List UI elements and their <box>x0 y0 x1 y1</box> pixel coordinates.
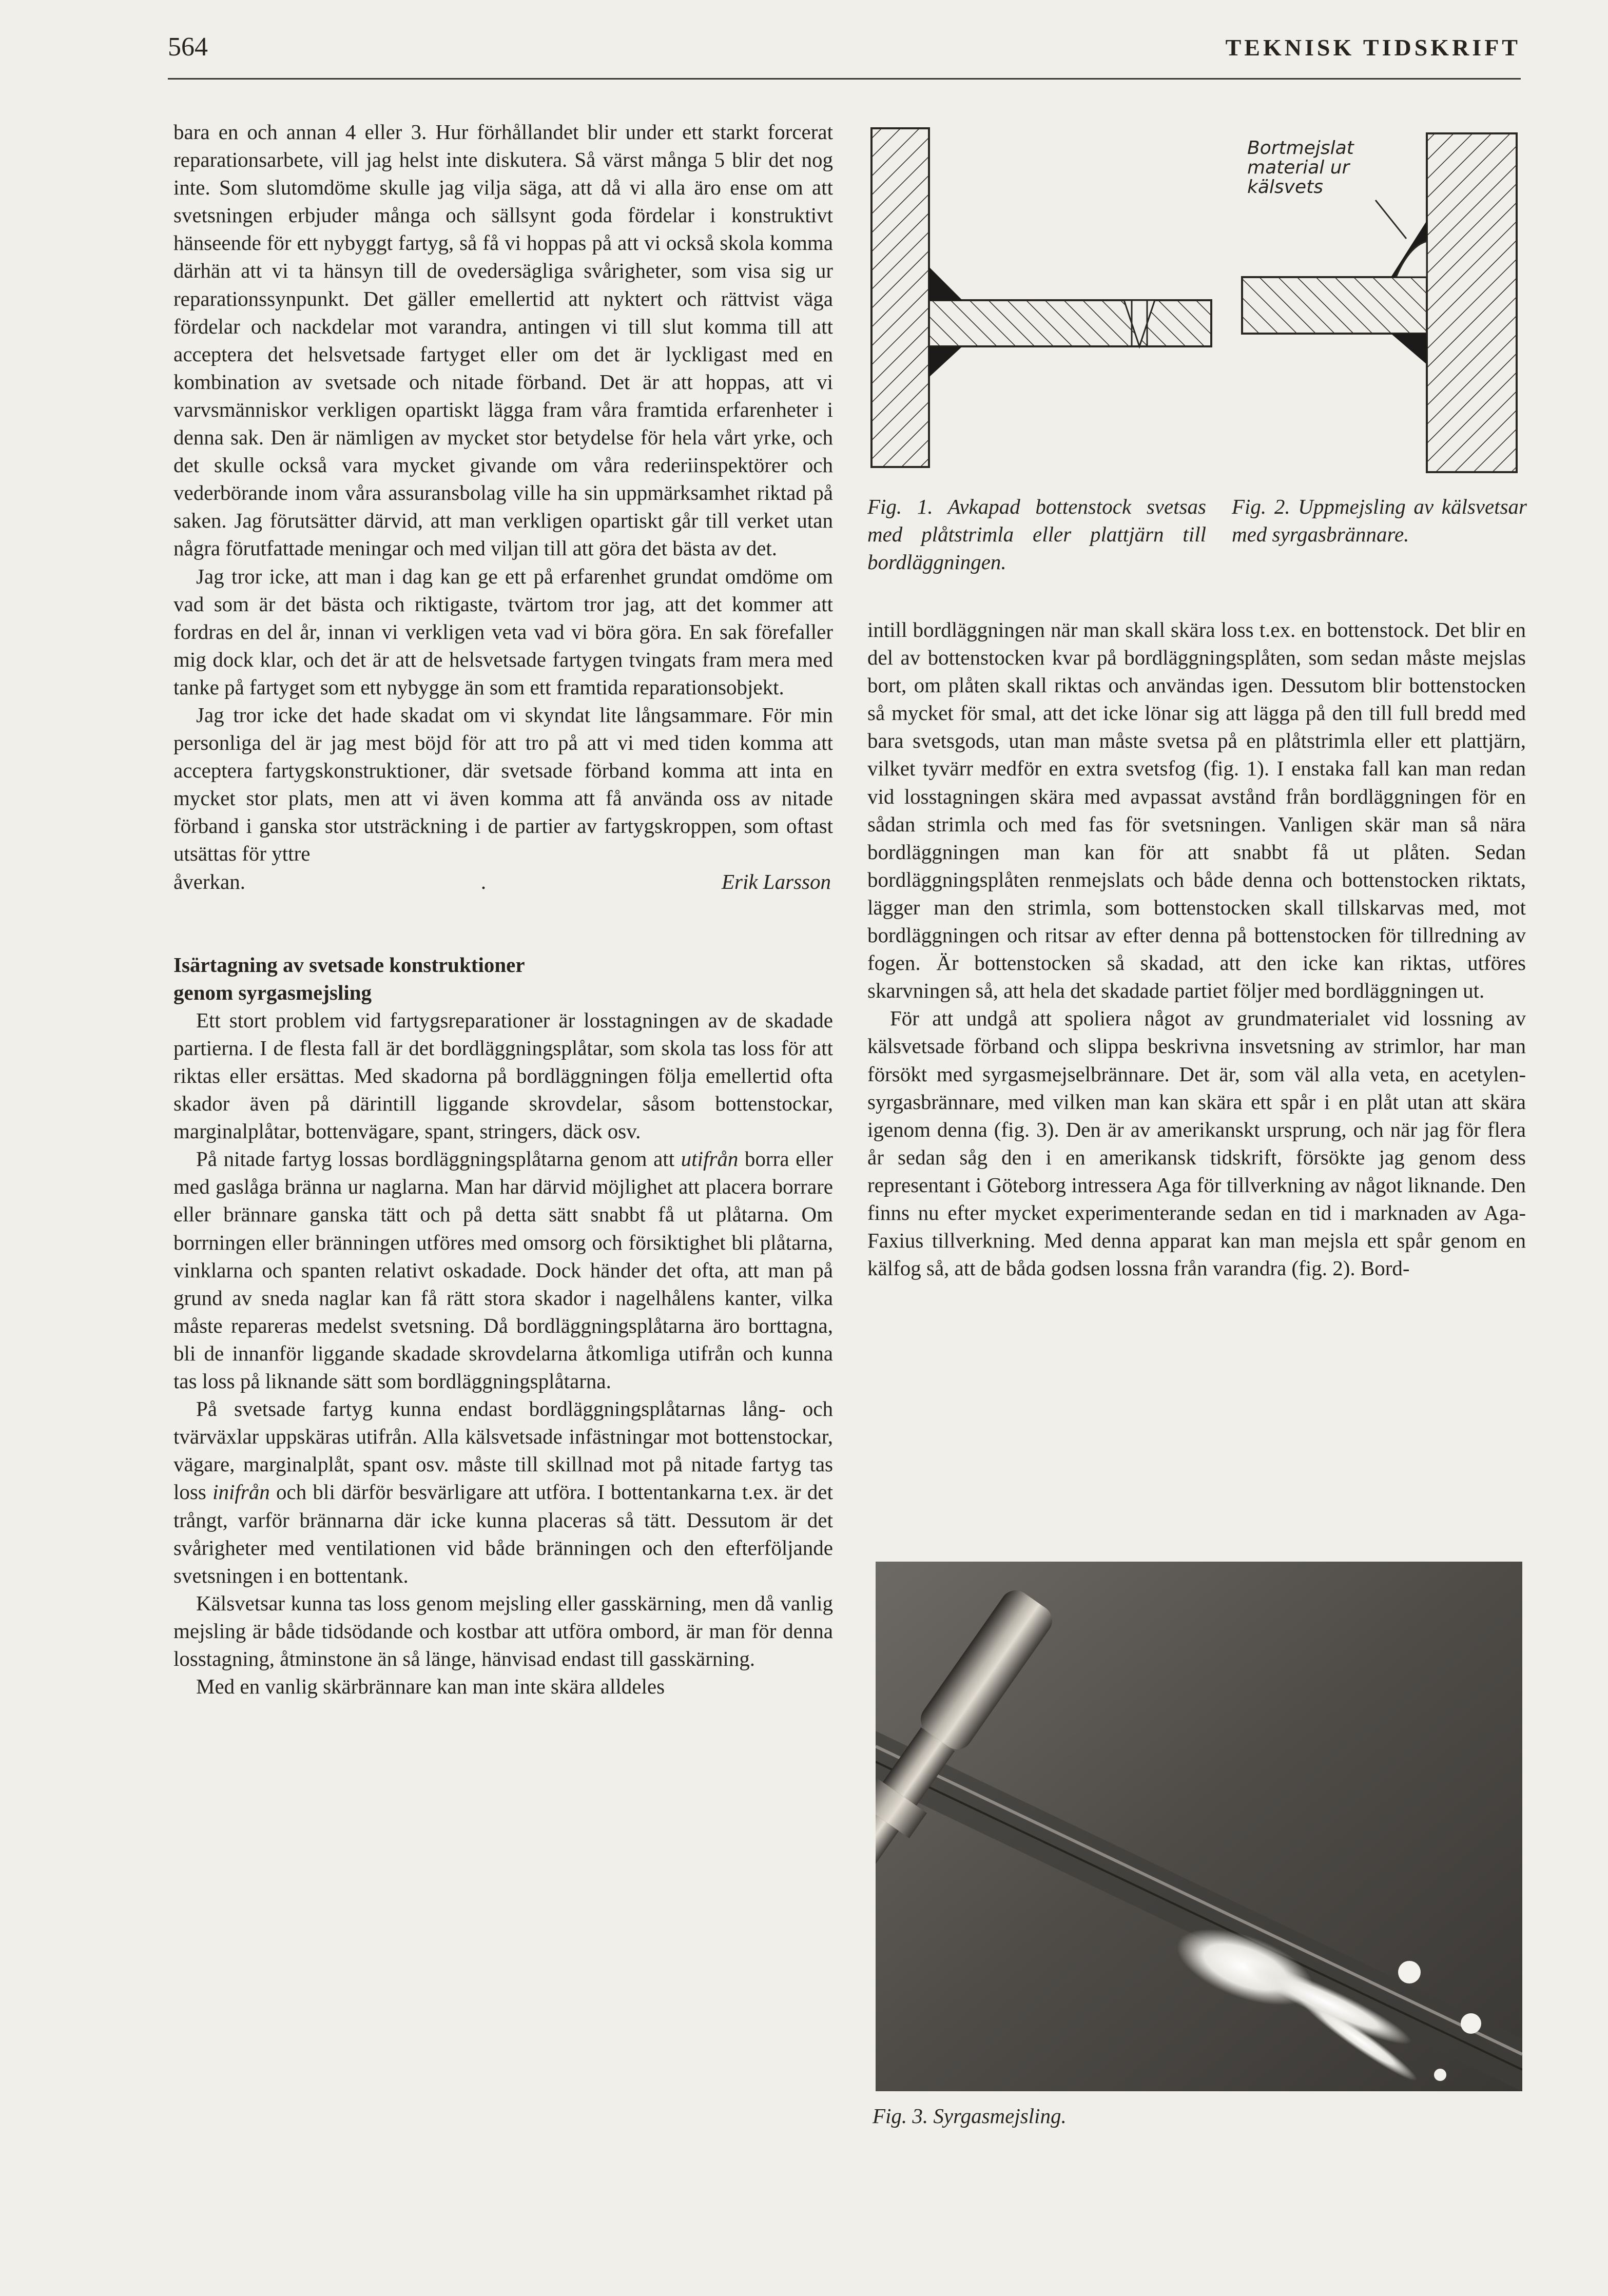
fig2-label-line-3: kälsvets <box>1247 177 1323 198</box>
text-run: borra eller med gaslåga bränna ur naglarna. Man har därvid möjlighet att placera borrare eller brännare ganska tätt och på detta sätt snabbt få ut plåtarna. Om borrningen eller bränningen utföres med omsorg och försiktighet bli plåtarna, vinklarna och spanten relativt oskadade. Dock händer det ofta, att man på grund av sneda naglar kan få rätt stora skador i nagelhålens kanter, vilka måste repareras medelst svetsning. Då bordläggningsplåtarna äro borttagna, bli de innanför liggande skadade skrovdelarna åtkomliga utifrån och kunna tas loss på liknande sätt som bordläggningsplåtarna. <box>173 1147 833 1393</box>
paragraph: För att undgå att spoliera något av grundmaterialet vid lossning av kälsvetsade förband och slippa beskrivna insvetsning av strimlor, har man försökt med syrgasmejselbrännare. Det är, som väl alla veta, en acetylen-syrgasbrännare, med vilken man kan skära ett spår i en plåt utan att skära igenom denna (fig. 3). Den är av amerikanskt ursprung, och när jag för flera år sedan såg den i en amerikansk tidskrift, försökte jag genom dess representant i Göteborg intressera Aga för tillverkning av något liknande. Den finns nu efter mycket experimenterande sedan en tid i marknaden av Aga-Faxius tillverkning. Med denna apparat kan man mejsla ett spår genom en kälfog så, att de båda godsen lossna från varandra (fig. 2). Bord- <box>867 1006 1526 1280</box>
figure-3-caption: Fig. 3. Syrgasmejsling. <box>873 2104 1067 2128</box>
figure-2-caption: Fig. 2. Uppmejsling av kälsvetsar med syrgasbrännare. <box>1232 495 1527 546</box>
figure-1-caption: Fig. 1. Avkapad bottenstock svetsas med plåtstrimla eller plattjärn till bordläggningen. <box>867 495 1206 574</box>
text-run: På nitade fartyg lossas bordläggningsplåtarna genom att <box>196 1147 681 1171</box>
page-number: 564 <box>168 32 208 62</box>
figure-1-diagram <box>867 123 1222 482</box>
paragraph <box>173 1395 833 1589</box>
paragraph: Ett stort problem vid fartygsreparationer är losstagningen av de skadade partierna. I de flesta fall är det bordläggningsplåtar, som skola tas loss för att riktas eller ersättas. Med skadorna på bordläggningen följa emellertid ofta skador även på därintill liggande skrovdelar, såsom bottenstockar, marginalplåtar, bottenvägare, spant, stringers, däck osv. <box>173 1008 833 1143</box>
paragraph: intill bordläggningen när man skall skära loss t.ex. en bottenstock. Det blir en del av bottenstocken kvar på bordläggningsplåten, som sedan måste mejslas bort, om plåten skall riktas och användas igen. Dessutom blir bottenstocken så mycket för smal, att det icke lönar sig att lägga på den till full bredd med bara svetsgods, utan man måste svetsa på en plåtstrimla eller ett plattjärn, vilket tyvärr medför en extra svetsfog (fig. 1). I enstaka fall kan man redan vid losstagningen skära med avpassat avstånd från bordläggningen för en sådan strimla och med fas för svetsningen. Vanligen skär man så nära bordläggningen man kan för att snabbt få ut plåten. Sedan bordläggningsplåten renmejslats och både denna och bottenstocken riktats, lägger man den strimla, som bottenstocken skall tillskarvas med, mot bordläggningen och ritsar av efter denna på bottenstocken för tillredning av fogen. Är bottenstocken så skadad, att den icke kan riktas, utföres skarvningen så, att hela det skadade partiet följer med bordläggningen ut. <box>867 618 1526 1003</box>
separator-dot: . <box>480 869 487 893</box>
paragraph: Jag tror icke, att man i dag kan ge ett på erfarenhet grundat omdöme om vad som är det bästa och riktigaste, tvärtom tror jag, att det kommer att fordras en del år, innan vi verkligen veta vad vi böra göra. En sak förefaller mig dock klar, och det är att de helsvetsade fartygen tvingats fram mera med tanke på fartyget som ett nybygge än som ett framtida reparationsobjekt. <box>173 564 833 699</box>
text-run: På svetsade fartyg kunna endast bordläggningsplåtarnas lång- och tvärväxlar uppskäras utifrån. Alla kälsvetsade infästningar mot bottenstockar, vägare, marginalplåt, spant osv. måste till skillnad mot på nitade fartyg tas loss <box>173 1397 833 1504</box>
emphasis: inifrån <box>212 1480 270 1504</box>
fig2-label-line-1: Bortmejslat <box>1247 138 1354 159</box>
author-signature: Erik Larsson <box>721 869 831 893</box>
header-rule <box>168 78 1521 80</box>
emphasis: utifrån <box>681 1147 739 1171</box>
fig2-label-line-2: material ur <box>1247 157 1350 178</box>
section-title: Isärtagning av svetsade konstruktioner <box>173 952 525 977</box>
journal-title: TEKNISK TIDSKRIFT <box>1225 34 1521 61</box>
signature-line <box>173 868 833 896</box>
paragraph: Jag tror icke det hade skadat om vi skyndat lite långsammare. För min personliga del är jag mest böjd för att tro på att vi med tiden komma att acceptera fartygskonstruktioner, där svetsade förband komma att inta en mycket stor plats, men att vi även komma att få använda oss av nitade förband i ganska stor utsträckning i de partier av fartygskroppen, som oftast utsättas för yttre <box>173 703 833 866</box>
paragraph-end: åverkan. <box>173 869 245 893</box>
paragraph: Kälsvetsar kunna tas loss genom mejsling eller gasskärning, men då vanlig mejsling är både tidsödande och kostbar att utföra ombord, är man för denna losstagning, åtminstone än så länge, hänvisad endast till gasskärning. <box>173 1591 833 1670</box>
right-column <box>867 616 1526 1282</box>
paragraph: Med en vanlig skärbrännare kan man inte skära alldeles <box>196 1675 665 1699</box>
section-title-line-2: genom syrgasmejsling <box>173 980 372 1004</box>
paragraph: bara en och annan 4 eller 3. Hur förhållandet blir under ett starkt forcerat reparationsarbete, vill jag helst inte diskutera. Så värst många 5 blir det nog inte. Som slutomdöme skulle jag vilja säga, att då vi alla äro ense om att svetsningen erbjuder många och sällsynt goda fördelar i konstruktivt hänseende för ett nybyggt fartyg, så få vi hoppas på att vi också skola komma därhän att vi ta hänsyn till de ovedersägliga svårigheter, som visa sig ur reparationssynpunkt. Det gäller emellertid att nyktert och rättvist väga fördelar och nackdelar mot varandra, antingen vi till slut komma till att acceptera det helsvetsade fartyget eller om det är lyckligast med en kombination av svetsade och nitade förband. Det är att hoppas, att vi varvsmänniskor verkligen opartiskt lägga fram våra framtida erfarenheter i denna sak. Den är nämligen av mycket stor betydelse för hela vårt yrke, och det skulle också vara mycket givande om våra rederiinspektörer och vederbörande inom våra assuransbolag ville ha sin uppmärksamhet riktad på saken. Jag förutsätter därvid, att man verkligen opartiskt går till verket utan några förutfattade meningar och med viljan till att göra det bästa av det. <box>173 120 833 560</box>
left-column <box>173 118 833 1700</box>
paragraph <box>173 1145 833 1395</box>
figure-3-photo <box>876 1562 1522 2091</box>
figure-2-diagram <box>1237 123 1524 482</box>
text-run: och bli därför besvärligare att utföra. I bottentankarna t.ex. är det trångt, varför brännarna där icke kunna placeras så tätt. Dessutom är det svårigheter med ventilationen vid både bränningen och den efterföljande svetsningen i en bottentank. <box>173 1480 833 1587</box>
